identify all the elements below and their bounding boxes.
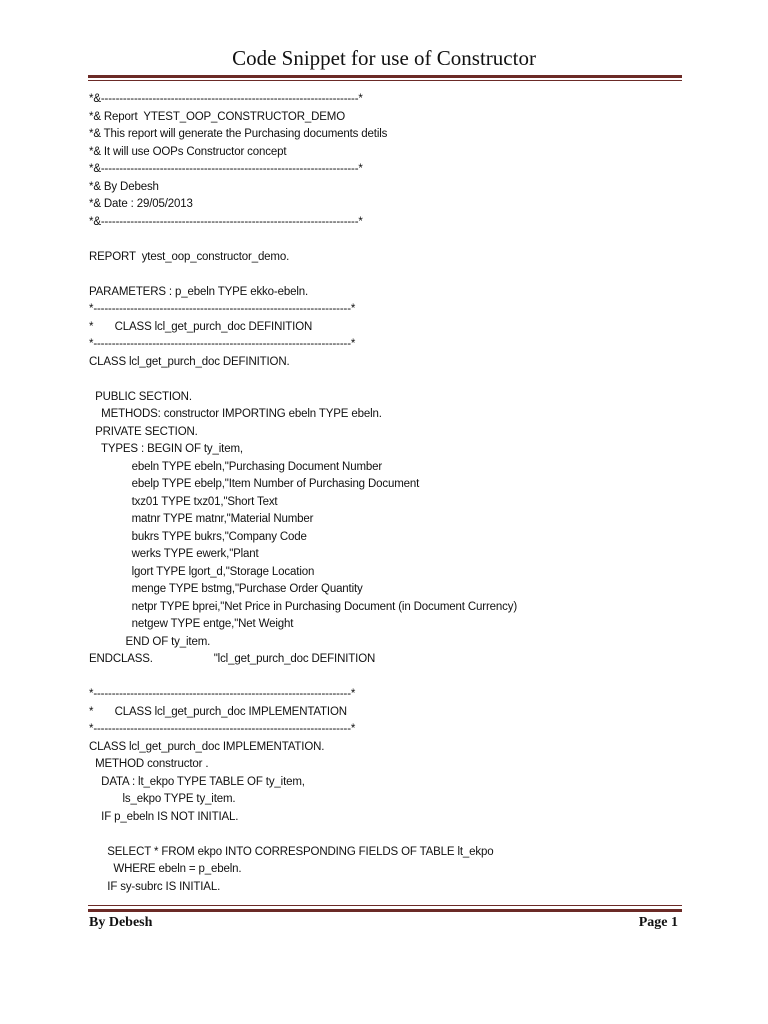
code-line [89,231,689,249]
footer-rule-thin [88,905,682,906]
code-line: IF p_ebeln IS NOT INITIAL. [89,810,239,823]
code-line [89,826,689,844]
code-line: werks TYPE ewerk,"Plant [89,548,259,560]
code-line: TYPES : BEGIN OF ty_item, [89,443,243,455]
code-body [89,91,689,896]
code-line: METHOD constructor . [89,758,209,770]
code-line: DATA : lt_ekpo TYPE TABLE OF ty_item, [89,775,305,788]
code-line: lgort TYPE lgort_d,"Storage Location [89,565,315,578]
footer-author: By Debesh [89,915,153,930]
footer-rule [88,909,682,912]
code-line: ls_ekpo TYPE ty_item. [89,793,236,805]
code-line: CLASS lcl_get_purch_doc IMPLEMENTATION. [89,740,325,753]
code-line: *& By Debesh [89,180,159,193]
code-line: matnr TYPE matnr,"Material Number [89,513,314,525]
code-line: * CLASS lcl_get_purch_doc IMPLEMENTATION [89,705,347,718]
code-line: menge TYPE bstmg,"Purchase Order Quantity [89,583,363,595]
footer-page-number: Page 1 [638,915,678,930]
code-line [89,371,689,389]
code-line [89,669,689,687]
code-line: *----------------------------------------------------------------------* [89,723,356,735]
code-line: *& Date : 29/05/2013 [89,198,193,210]
code-line: PRIVATE SECTION. [89,425,198,438]
code-line: txz01 TYPE txz01,"Short Text [89,495,278,508]
code-line: ebeln TYPE ebeln,"Purchasing Document Number [89,460,383,473]
code-line: PARAMETERS : p_ebeln TYPE ekko-ebeln. [89,285,309,298]
code-line: IF sy-subrc IS INITIAL. [89,880,221,893]
code-line: netgew TYPE entge,"Net Weight [89,618,294,630]
code-line: *&----------------------------------------------------------------------* [89,215,363,228]
code-line: WHERE ebeln = p_ebeln. [89,863,242,875]
code-line: *& Report YTEST_OOP_CONSTRUCTOR_DEMO [89,110,346,123]
code-line: CLASS lcl_get_purch_doc DEFINITION. [89,355,290,368]
code-line: *& It will use OOPs Constructor concept [89,145,287,158]
code-line: *----------------------------------------------------------------------* [89,303,356,315]
header-rule [88,75,682,78]
code-line: *& This report will generate the Purchasing documents detils [89,128,388,140]
code-line: netpr TYPE bprei,"Net Price in Purchasing Document (in Document Currency) [89,600,517,613]
code-line: * CLASS lcl_get_purch_doc DEFINITION [89,320,313,333]
page-title: Code Snippet for use of Constructor [232,46,536,70]
code-line: *&----------------------------------------------------------------------* [89,163,363,175]
code-line [89,266,689,284]
code-line: SELECT * FROM ekpo INTO CORRESPONDING FIELDS OF TABLE lt_ekpo [89,845,494,858]
code-line: ENDCLASS. "lcl_get_purch_doc DEFINITION [89,653,376,665]
code-line: END OF ty_item. [89,635,211,648]
code-line: bukrs TYPE bukrs,"Company Code [89,530,307,543]
code-line: *----------------------------------------------------------------------* [89,688,356,700]
code-line: *&----------------------------------------------------------------------* [89,93,363,105]
header-rule-thin [88,80,682,81]
code-line: PUBLIC SECTION. [89,390,192,403]
code-line: METHODS: constructor IMPORTING ebeln TYPE ebeln. [89,408,382,420]
code-line: *----------------------------------------------------------------------* [89,338,356,350]
code-line: ebelp TYPE ebelp,"Item Number of Purchasing Document [89,478,420,490]
code-line: REPORT ytest_oop_constructor_demo. [89,250,290,263]
